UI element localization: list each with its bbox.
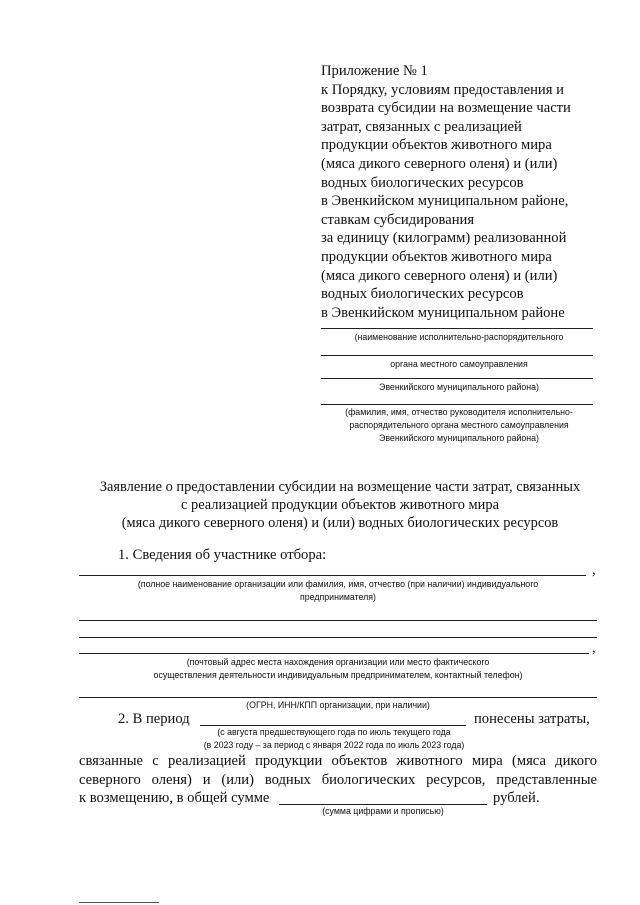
appendix-line: за единицу (килограмм) реализованной [321,230,567,247]
comma: , [592,640,596,656]
caption-line: предпринимателя) [300,592,376,602]
period-caption [168,726,500,752]
appendix-line: в Эвенкийском муниципальном районе, [321,193,569,210]
title-line: с реализацией продукции объектов животного мира [181,497,499,513]
addressee-organ-field-2[interactable] [321,355,593,356]
application-title [70,478,610,532]
addressee-caption-1: (наименование исполнительно-распорядительного [354,332,564,342]
caption-line: распорядительного органа местного самоуправления [349,420,569,430]
appendix-line: (мяса дикого северного оленя) и (или) [321,267,558,284]
caption-line: осуществления деятельности индивидуальным предпринимателем, контактный телефон) [153,670,523,680]
participant-name-caption [79,578,597,604]
sum-caption: (сумма цифрами и прописью) [322,806,444,816]
appendix-header [321,62,621,322]
appendix-line: продукции объектов животного мира [321,137,552,154]
sum-label: к возмещению, в общей сумме [79,790,270,806]
ogrn-inn-caption: (ОГРН, ИНН/КПП организации, при наличии) [246,700,430,710]
appendix-line: ставкам субсидирования [321,211,475,228]
participant-name-field[interactable] [79,575,586,576]
caption-line: (полное наименование организации или фамилия, имя, отчество (при наличии) индивидуального [137,579,539,589]
appendix-line: в Эвенкийском муниципальном районе [321,304,565,321]
address-field-1[interactable] [79,620,597,621]
caption-line: (в 2023 году – за период с января 2022 года по июль 2023 года) [203,740,465,750]
text-line: северного оленя) и (или) водных биологических ресурсов, представленные [79,772,597,788]
addressee-caption-3: Эвенкийского муниципального района) [379,382,539,392]
appendix-line: к Порядку, условиям предоставления и [321,81,564,98]
title-line: (мяса дикого северного оленя) и (или) водных биологических ресурсов [121,515,559,531]
appendix-line: водных биологических ресурсов [321,286,524,303]
appendix-line: (мяса дикого северного оленя) и (или) [321,155,558,172]
title-line: Заявление о предоставлении субсидии на возмещение части затрат, связанных [99,479,581,495]
caption-line: (фамилия, имя, отчество руководителя исполнительно- [345,407,573,417]
appendix-line: продукции объектов животного мира [321,248,552,265]
appendix-line: Приложение № 1 [321,63,428,79]
addressee-caption-4 [321,406,597,445]
rubles-label: рублей. [493,790,540,806]
caption-line: (с августа предшествующего года по июль текущего года [217,727,451,737]
costs-label: понесены затраты, [474,711,590,727]
addressee-organ-field[interactable] [321,328,593,329]
address-field-3[interactable] [79,653,589,654]
ogrn-inn-field[interactable] [79,697,597,698]
addressee-head-name-field[interactable] [321,404,593,405]
section-2-text [79,752,597,790]
address-field-2[interactable] [79,637,597,638]
appendix-line: возврата субсидии на возмещение части [321,100,571,117]
text-line: связанные с реализацией продукции объектов животного мира (мяса дикого [79,753,597,769]
caption-line: Эвенкийского муниципального района) [379,433,539,443]
addressee-district-field[interactable] [321,378,593,379]
appendix-line: затрат, связанных с реализацией [321,118,522,135]
appendix-line: водных биологических ресурсов [321,174,524,191]
caption-line: (почтовый адрес места нахождения организации или место фактического [186,657,490,667]
footnote-divider [79,902,159,903]
section-1-heading: 1. Сведения об участнике отбора: [118,547,327,563]
period-label: 2. В период [118,711,190,727]
address-caption [79,656,597,682]
addressee-caption-2: органа местного самоуправления [390,359,528,369]
comma: , [592,562,596,578]
